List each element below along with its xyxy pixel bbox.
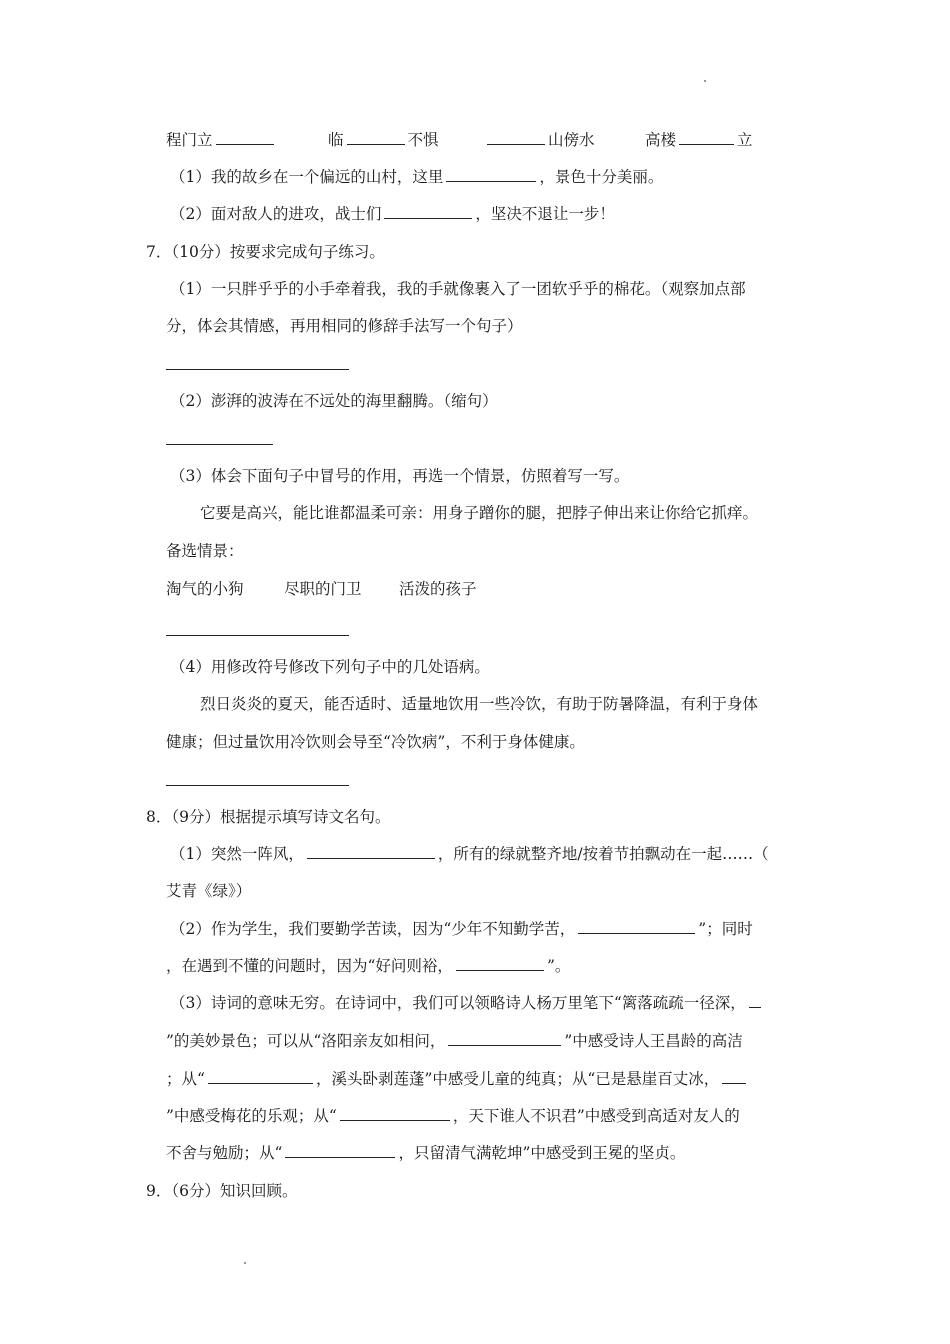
scan-dot-bottom bbox=[244, 1262, 246, 1264]
q8-s3b: ”的美妙景色；可以从“洛阳亲友如相问， bbox=[166, 1032, 446, 1050]
q8-s3a: （3）诗词的意味无穷。在诗词中，我们可以领略诗人杨万里笔下“篱落疏疏一径深， bbox=[170, 994, 746, 1012]
q8-s3e: ，溪头卧剥莲蓬”中感受儿童的纯真；从“已是悬崖百丈冰， bbox=[315, 1070, 720, 1088]
q8-s3f: ”中感受梅花的乐观；从“ bbox=[166, 1107, 337, 1125]
q8-s3-line3 bbox=[166, 1069, 749, 1089]
q7-s3-answer-line[interactable] bbox=[166, 635, 349, 636]
q8-s1b: ，所有的绿就整齐地/按着节拍飘动在一起……（ bbox=[437, 845, 769, 863]
q8-s3-blank-1[interactable] bbox=[749, 993, 761, 1008]
q7-s4-line2: 健康；但过量饮用冷饮则会导至“冷饮病”，不利于身体健康。 bbox=[166, 733, 585, 751]
idiom-1-before: 程门立 bbox=[166, 131, 213, 149]
q7-s4-answer-line[interactable] bbox=[166, 785, 349, 786]
q8-s3-line5 bbox=[166, 1143, 685, 1163]
q7-title: 7．（10分）按要求完成句子练习。 bbox=[146, 243, 385, 261]
q6-s1-after: ，景色十分美丽。 bbox=[539, 168, 664, 186]
q6-s2-before: （2）面对敌人的进攻，战士们 bbox=[170, 205, 382, 223]
q8-s3d: ；从“ bbox=[166, 1070, 205, 1088]
q7-scene-1: 淘气的小狗 bbox=[166, 580, 244, 598]
q7-scene-2: 尽职的门卫 bbox=[284, 580, 362, 598]
idiom-4-blank[interactable] bbox=[679, 130, 734, 145]
idiom-2-before: 临 bbox=[328, 131, 344, 149]
q8-s3-line2 bbox=[166, 1031, 743, 1051]
q6-sentence-2 bbox=[170, 204, 615, 224]
q8-s3c: ”中感受诗人王昌龄的高洁 bbox=[564, 1032, 743, 1050]
q7-s2: （2）澎湃的波涛在不远处的海里翻腾。（缩句） bbox=[170, 392, 498, 410]
idiom-1 bbox=[166, 128, 277, 150]
q8-s2b: ”；同时 bbox=[698, 920, 753, 938]
idiom-1-blank[interactable] bbox=[216, 130, 274, 145]
idiom-3-blank[interactable] bbox=[487, 130, 545, 145]
q7-scene-3: 活泼的孩子 bbox=[399, 580, 477, 598]
idiom-4 bbox=[645, 128, 753, 150]
q7-s4-line1: 烈日炎炎的夏天，能否适时、适量地饮用一些冷饮，有助于防暑降温，有利于身体 bbox=[200, 695, 759, 713]
idiom-4-before: 高楼 bbox=[645, 131, 677, 149]
q8-s3-blank-4[interactable] bbox=[722, 1069, 746, 1084]
q7-s2-answer-line[interactable] bbox=[166, 444, 273, 445]
q8-s2a: （2）作为学生，我们要勤学苦读，因为“少年不知勤学苦， bbox=[170, 920, 576, 938]
q6-s1-blank[interactable] bbox=[446, 167, 536, 182]
q8-s2c: ，在遇到不懂的问题时，因为“好问则裕， bbox=[166, 957, 453, 975]
idiom-4-after: 立 bbox=[737, 131, 753, 149]
idiom-2 bbox=[328, 128, 439, 150]
q8-s3-blank-5[interactable] bbox=[340, 1106, 450, 1121]
q8-s3 bbox=[170, 993, 764, 1013]
q6-s2-after: ，坚决不退让一步！ bbox=[475, 205, 615, 223]
q8-s2-blank-2[interactable] bbox=[456, 956, 544, 971]
q7-s3-label: 备选情景： bbox=[166, 542, 244, 560]
q8-s2d: ”。 bbox=[546, 957, 571, 975]
scan-dot-top bbox=[704, 80, 706, 82]
q7-s1-line2: 分，体会其情感，再用相同的修辞手法写一个句子） bbox=[166, 317, 523, 335]
q6-sentence-1 bbox=[170, 167, 663, 187]
q8-s3g: ，天下谁人不识君”中感受到高适对友人的 bbox=[452, 1107, 740, 1125]
q8-s3h: 不舍与勉励；从“ bbox=[166, 1144, 283, 1162]
q8-s1 bbox=[170, 844, 769, 864]
idiom-2-after: 不惧 bbox=[407, 131, 439, 149]
q6-s2-blank[interactable] bbox=[384, 204, 472, 219]
q7-s1-line1: （1）一只胖乎乎的小手牵着我，我的手就像裹入了一团软乎乎的棉花。（观察加点部 bbox=[170, 280, 746, 298]
idiom-3-after: 山傍水 bbox=[548, 131, 595, 149]
q7-s3-example: 它要是高兴，能比谁都温柔可亲：用身子蹭你的腿，把脖子伸出来让你给它抓痒。 bbox=[200, 504, 759, 522]
q8-s3-blank-6[interactable] bbox=[285, 1143, 395, 1158]
q8-s3i: ，只留清气满乾坤”中感受到王冕的坚贞。 bbox=[398, 1144, 686, 1162]
q7-s3: （3）体会下面句子中冒号的作用，再选一个情景，仿照着写一写。 bbox=[170, 467, 630, 485]
q8-s3-blank-3[interactable] bbox=[208, 1069, 313, 1084]
q8-s1-blank[interactable] bbox=[307, 844, 435, 859]
q8-s3-blank-2[interactable] bbox=[448, 1031, 561, 1046]
q9-title: 9．（6分）知识回顾。 bbox=[146, 1182, 298, 1200]
q8-s2-blank-1[interactable] bbox=[578, 919, 695, 934]
q8-s2-cont bbox=[166, 956, 570, 976]
q8-s2 bbox=[170, 919, 753, 939]
q8-s1a: （1）突然一阵风， bbox=[170, 845, 304, 863]
q6-s1-before: （1）我的故乡在一个偏远的山村，这里 bbox=[170, 168, 444, 186]
q8-title: 8．（9分）根据提示填写诗文名句。 bbox=[146, 808, 391, 826]
q7-s1-answer-line[interactable] bbox=[166, 369, 349, 370]
idiom-3 bbox=[484, 128, 595, 150]
q7-s4: （4）用修改符号修改下列句子中的几处语病。 bbox=[170, 658, 490, 676]
q8-s1c: 艾青《绿》） bbox=[166, 882, 252, 900]
q8-s3-line4 bbox=[166, 1106, 740, 1126]
idiom-2-blank[interactable] bbox=[347, 130, 405, 145]
